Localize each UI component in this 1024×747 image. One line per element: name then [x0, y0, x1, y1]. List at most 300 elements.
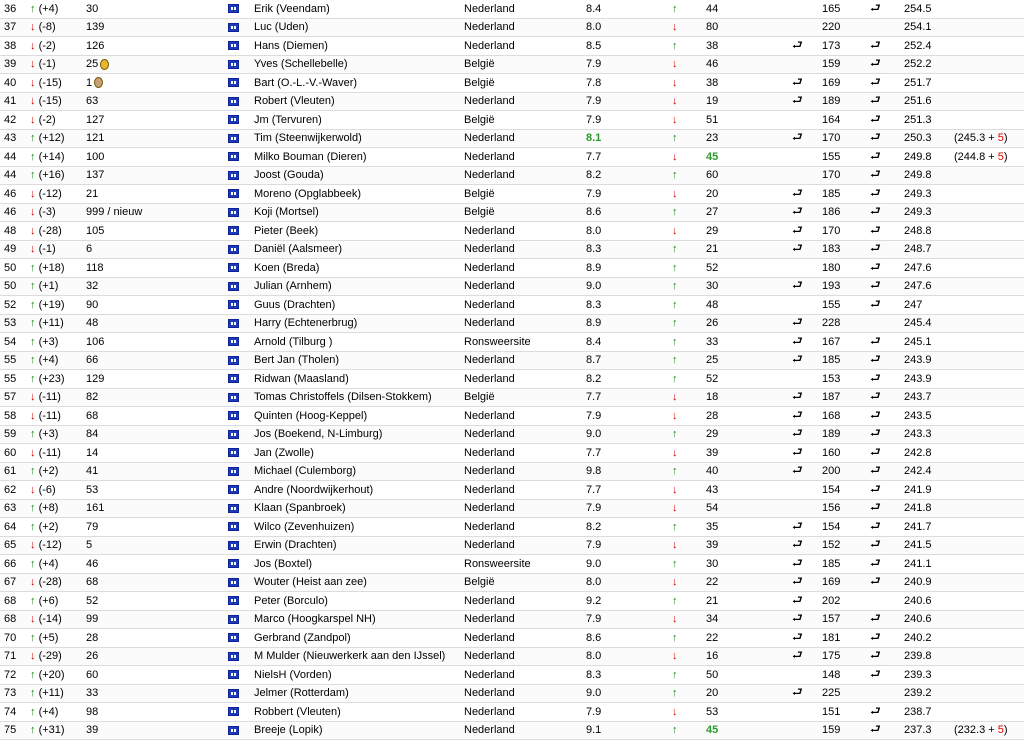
return-arrow-icon: ⮐	[870, 611, 881, 626]
return-cell-2	[870, 55, 904, 74]
country-cell: Nederland	[464, 166, 586, 185]
country-cell: Nederland	[464, 518, 586, 537]
player-icon-cell	[228, 296, 254, 315]
change-cell: ↓ (-11)	[30, 388, 86, 407]
score-direction-cell	[672, 425, 706, 444]
score-cell: 8.2	[586, 370, 672, 389]
score-cell: 8.3	[586, 240, 672, 259]
return-arrow-icon: ⮐	[870, 204, 881, 219]
arrow-down-icon: ↓	[672, 113, 678, 126]
rank-cell: 55	[0, 351, 30, 370]
extra-cell	[954, 407, 1024, 426]
table-row	[0, 573, 1024, 592]
player-name[interactable]: Milko Bouman (Dieren)	[254, 148, 464, 167]
player-icon[interactable]	[228, 171, 239, 180]
player-name[interactable]: Robert (Vleuten)	[254, 92, 464, 111]
previous-rank-cell: 98	[86, 703, 228, 722]
score-direction-cell	[672, 684, 706, 703]
return-arrow-icon: ⮐	[792, 204, 803, 219]
return-cell	[792, 55, 822, 74]
player-name[interactable]: Koji (Mortsel)	[254, 203, 464, 222]
table-row	[0, 721, 1024, 740]
points-cell: 53	[706, 703, 792, 722]
player-icon[interactable]	[228, 393, 239, 402]
rank-cell: 61	[0, 462, 30, 481]
player-name[interactable]: Robbert (Vleuten)	[254, 703, 464, 722]
arrow-down-icon: ↓	[672, 187, 678, 200]
country-cell: België	[464, 111, 586, 130]
player-icon[interactable]	[228, 245, 239, 254]
score-cell: 7.9	[586, 703, 672, 722]
table-row	[0, 518, 1024, 537]
player-icon[interactable]	[228, 78, 239, 87]
table-row	[0, 629, 1024, 648]
points-cell: 30	[706, 555, 792, 574]
player-name[interactable]: Gerbrand (Zandpol)	[254, 629, 464, 648]
player-name[interactable]: Harry (Echtenerbrug)	[254, 314, 464, 333]
player-name[interactable]: Jos (Boxtel)	[254, 555, 464, 574]
score-cell: 8.2	[586, 518, 672, 537]
player-name[interactable]: Bart (O.-L.-V.-Waver)	[254, 74, 464, 93]
score-direction-cell	[672, 629, 706, 648]
arrow-down-icon: ↓	[672, 502, 678, 515]
change-cell: ↑ (+4)	[30, 0, 86, 18]
return-arrow-icon: ⮐	[870, 500, 881, 515]
player-icon[interactable]	[228, 115, 239, 124]
player-name[interactable]: Luc (Uden)	[254, 18, 464, 37]
change-cell: ↓ (-2)	[30, 37, 86, 56]
return-cell-2	[870, 222, 904, 241]
player-icon[interactable]	[228, 689, 239, 698]
player-name[interactable]: Peter (Borculo)	[254, 592, 464, 611]
total-cell: 250.3	[904, 129, 954, 148]
change-cell: ↓ (-1)	[30, 55, 86, 74]
return-cell	[792, 388, 822, 407]
return-arrow-icon: ⮐	[792, 352, 803, 367]
arrow-down-icon: ↓	[672, 391, 678, 404]
score-direction-cell	[672, 111, 706, 130]
player-icon[interactable]	[228, 578, 239, 587]
change-cell: ↑ (+2)	[30, 518, 86, 537]
player-icon[interactable]	[228, 633, 239, 642]
player-name[interactable]: Guus (Drachten)	[254, 296, 464, 315]
previous-rank-cell: 127	[86, 111, 228, 130]
rank-cell: 68	[0, 610, 30, 629]
player-name[interactable]: Tomas Christoffels (Dilsen-Stokkem)	[254, 388, 464, 407]
player-icon-cell	[228, 703, 254, 722]
table-row	[0, 166, 1024, 185]
player-name[interactable]: Klaan (Spanbroek)	[254, 499, 464, 518]
country-cell: Nederland	[464, 314, 586, 333]
player-name[interactable]: Breeje (Lopik)	[254, 721, 464, 740]
player-name[interactable]: Jos (Boekend, N-Limburg)	[254, 425, 464, 444]
extra-cell	[954, 296, 1024, 315]
arrow-up-icon: ↑	[672, 132, 678, 145]
return-arrow-icon: ⮐	[870, 518, 881, 533]
previous-rank-cell: 63	[86, 92, 228, 111]
arrow-up-icon: ↑	[672, 335, 678, 348]
player-icon-cell	[228, 277, 254, 296]
player-name[interactable]: Pieter (Beek)	[254, 222, 464, 241]
change-cell: ↑ (+12)	[30, 129, 86, 148]
points-cell: 52	[706, 370, 792, 389]
arrow-up-icon: ↑	[30, 428, 36, 441]
return-cell	[792, 703, 822, 722]
player-name[interactable]: Hans (Diemen)	[254, 37, 464, 56]
return-arrow-icon: ⮐	[792, 315, 803, 330]
previous-rank-cell: 99	[86, 610, 228, 629]
total-cell: 248.7	[904, 240, 954, 259]
total-cell: 240.6	[904, 610, 954, 629]
player-icon[interactable]	[228, 208, 239, 217]
return-cell-2	[870, 721, 904, 740]
rank-cell: 71	[0, 647, 30, 666]
player-icon-cell	[228, 129, 254, 148]
player-name[interactable]: Jelmer (Rotterdam)	[254, 684, 464, 703]
table-row	[0, 222, 1024, 241]
player-icon[interactable]	[228, 60, 239, 69]
score-direction-cell	[672, 499, 706, 518]
value-cell: 185	[822, 555, 870, 574]
country-cell: Nederland	[464, 666, 586, 685]
total-cell: 248.8	[904, 222, 954, 241]
player-icon-cell	[228, 148, 254, 167]
player-icon[interactable]	[228, 97, 239, 106]
player-name[interactable]: Jan (Zwolle)	[254, 444, 464, 463]
change-cell: ↑ (+3)	[30, 425, 86, 444]
player-name[interactable]: Joost (Gouda)	[254, 166, 464, 185]
player-icon[interactable]	[228, 596, 239, 605]
score-direction-cell	[672, 129, 706, 148]
score-direction-cell	[672, 277, 706, 296]
player-icon[interactable]	[228, 300, 239, 309]
player-icon[interactable]	[228, 263, 239, 272]
player-icon-cell	[228, 203, 254, 222]
player-icon[interactable]	[228, 23, 239, 32]
value-cell: 220	[822, 18, 870, 37]
return-arrow-icon: ⮐	[792, 685, 803, 700]
arrow-down-icon: ↓	[30, 613, 36, 626]
arrow-down-icon: ↓	[672, 95, 678, 108]
rank-cell: 41	[0, 92, 30, 111]
rank-cell: 72	[0, 666, 30, 685]
player-icon[interactable]	[228, 374, 239, 383]
return-arrow-icon: ⮐	[870, 222, 881, 237]
country-cell: Nederland	[464, 425, 586, 444]
player-icon-cell	[228, 444, 254, 463]
return-cell-2	[870, 703, 904, 722]
player-name[interactable]: Erwin (Drachten)	[254, 536, 464, 555]
score-cell: 8.4	[586, 333, 672, 352]
rank-cell: 43	[0, 129, 30, 148]
extra-cell	[954, 610, 1024, 629]
player-icon[interactable]	[228, 226, 239, 235]
player-icon[interactable]	[228, 485, 239, 494]
score-cell: 8.0	[586, 222, 672, 241]
score-cell: 9.2	[586, 592, 672, 611]
player-icon[interactable]	[228, 319, 239, 328]
table-row	[0, 407, 1024, 426]
return-arrow-icon: ⮐	[792, 629, 803, 644]
previous-rank-cell: 68	[86, 407, 228, 426]
player-name[interactable]: Koen (Breda)	[254, 259, 464, 278]
arrow-up-icon: ↑	[30, 520, 36, 533]
table-row	[0, 481, 1024, 500]
player-name[interactable]: NielsH (Vorden)	[254, 666, 464, 685]
player-icon-cell	[228, 425, 254, 444]
return-arrow-icon: ⮐	[870, 130, 881, 145]
change-cell: ↓ (-15)	[30, 74, 86, 93]
rank-cell: 74	[0, 703, 30, 722]
previous-rank-cell: 66	[86, 351, 228, 370]
value-cell: 183	[822, 240, 870, 259]
player-name[interactable]: M Mulder (Nieuwerkerk aan den IJssel)	[254, 647, 464, 666]
previous-rank-cell: 139	[86, 18, 228, 37]
return-arrow-icon: ⮐	[870, 296, 881, 311]
change-cell: ↑ (+20)	[30, 666, 86, 685]
player-name[interactable]: Ridwan (Maasland)	[254, 370, 464, 389]
player-icon[interactable]	[228, 541, 239, 550]
table-row	[0, 314, 1024, 333]
extra-cell	[954, 629, 1024, 648]
return-cell	[792, 721, 822, 740]
return-arrow-icon: ⮐	[870, 111, 881, 126]
player-icon-cell	[228, 592, 254, 611]
previous-rank-cell: 106	[86, 333, 228, 352]
player-icon-cell	[228, 462, 254, 481]
return-arrow-icon: ⮐	[792, 241, 803, 256]
value-cell: 181	[822, 629, 870, 648]
table-row	[0, 333, 1024, 352]
rank-cell: 70	[0, 629, 30, 648]
player-name[interactable]: Daniël (Aalsmeer)	[254, 240, 464, 259]
score-cell: 7.7	[586, 444, 672, 463]
return-arrow-icon: ⮐	[870, 185, 881, 200]
country-cell: Nederland	[464, 536, 586, 555]
return-cell	[792, 536, 822, 555]
rank-cell: 64	[0, 518, 30, 537]
return-cell-2	[870, 388, 904, 407]
rank-cell: 67	[0, 573, 30, 592]
player-icon[interactable]	[228, 670, 239, 679]
total-cell: 237.3	[904, 721, 954, 740]
player-name[interactable]: Wilco (Zevenhuizen)	[254, 518, 464, 537]
rank-cell: 63	[0, 499, 30, 518]
player-icon[interactable]	[228, 652, 239, 661]
return-arrow-icon: ⮐	[870, 444, 881, 459]
change-cell: ↑ (+18)	[30, 259, 86, 278]
return-cell	[792, 629, 822, 648]
return-arrow-icon: ⮐	[792, 74, 803, 89]
return-arrow-icon: ⮐	[870, 0, 881, 15]
value-cell: 170	[822, 129, 870, 148]
previous-rank-cell: 30	[86, 0, 228, 18]
return-cell-2	[870, 481, 904, 500]
arrow-down-icon: ↓	[672, 21, 678, 34]
return-cell	[792, 518, 822, 537]
player-icon[interactable]	[228, 430, 239, 439]
player-icon[interactable]	[228, 559, 239, 568]
return-cell	[792, 444, 822, 463]
extra-cell	[954, 481, 1024, 500]
score-cell: 8.0	[586, 573, 672, 592]
change-cell: ↑ (+1)	[30, 277, 86, 296]
country-cell: Nederland	[464, 240, 586, 259]
country-cell: Nederland	[464, 0, 586, 18]
total-cell: 242.4	[904, 462, 954, 481]
player-name[interactable]: Quinten (Hoog-Keppel)	[254, 407, 464, 426]
return-arrow-icon: ⮐	[870, 555, 881, 570]
points-cell: 39	[706, 444, 792, 463]
score-cell: 7.7	[586, 148, 672, 167]
player-icon[interactable]	[228, 467, 239, 476]
change-cell: ↓ (-3)	[30, 203, 86, 222]
previous-rank-cell: 1	[86, 74, 228, 93]
player-icon[interactable]	[228, 152, 239, 161]
player-name[interactable]: Erik (Veendam)	[254, 0, 464, 18]
arrow-down-icon: ↓	[30, 76, 36, 89]
rank-cell: 55	[0, 370, 30, 389]
player-icon[interactable]	[228, 337, 239, 346]
player-icon-cell	[228, 481, 254, 500]
extra-cell	[954, 425, 1024, 444]
points-cell: 34	[706, 610, 792, 629]
player-icon[interactable]	[228, 134, 239, 143]
previous-rank-cell: 79	[86, 518, 228, 537]
arrow-up-icon: ↑	[672, 298, 678, 311]
player-name[interactable]: Michael (Culemborg)	[254, 462, 464, 481]
return-cell-2	[870, 462, 904, 481]
return-cell-2	[870, 425, 904, 444]
player-icon-cell	[228, 518, 254, 537]
total-cell: 251.6	[904, 92, 954, 111]
previous-rank-cell: 68	[86, 573, 228, 592]
player-icon[interactable]	[228, 448, 239, 457]
arrow-up-icon: ↑	[30, 261, 36, 274]
points-cell: 38	[706, 37, 792, 56]
country-cell: Nederland	[464, 610, 586, 629]
total-cell: 242.8	[904, 444, 954, 463]
previous-rank-cell: 121	[86, 129, 228, 148]
player-name[interactable]: Moreno (Opglabbeek)	[254, 185, 464, 204]
change-cell: ↓ (-11)	[30, 444, 86, 463]
previous-rank-cell: 105	[86, 222, 228, 241]
player-icon[interactable]	[228, 707, 239, 716]
return-arrow-icon: ⮐	[870, 463, 881, 478]
total-cell: 249.8	[904, 148, 954, 167]
return-arrow-icon: ⮐	[870, 333, 881, 348]
value-cell: 228	[822, 314, 870, 333]
score-cell: 7.9	[586, 610, 672, 629]
table-row	[0, 444, 1024, 463]
player-name[interactable]: Andre (Noordwijkerhout)	[254, 481, 464, 500]
player-name[interactable]: Arnold (Tilburg )	[254, 333, 464, 352]
player-icon[interactable]	[228, 189, 239, 198]
return-arrow-icon: ⮐	[792, 537, 803, 552]
total-cell: 254.5	[904, 0, 954, 18]
extra-cell	[954, 592, 1024, 611]
player-icon[interactable]	[228, 41, 239, 50]
score-cell: 8.0	[586, 18, 672, 37]
value-cell: 152	[822, 536, 870, 555]
value-cell: 187	[822, 388, 870, 407]
player-name[interactable]: Julian (Arnhem)	[254, 277, 464, 296]
player-icon[interactable]	[228, 615, 239, 624]
score-direction-cell	[672, 240, 706, 259]
change-cell: ↑ (+5)	[30, 629, 86, 648]
arrow-down-icon: ↓	[30, 113, 36, 126]
player-icon[interactable]	[228, 356, 239, 365]
extra-cell	[954, 444, 1024, 463]
player-icon[interactable]	[228, 4, 239, 13]
score-direction-cell	[672, 647, 706, 666]
player-name[interactable]: Jm (Tervuren)	[254, 111, 464, 130]
player-name[interactable]: Yves (Schellebelle)	[254, 55, 464, 74]
return-arrow-icon: ⮐	[870, 352, 881, 367]
country-cell: Nederland	[464, 592, 586, 611]
return-arrow-icon: ⮐	[792, 518, 803, 533]
country-cell: Nederland	[464, 481, 586, 500]
score-cell: 8.7	[586, 351, 672, 370]
score-direction-cell	[672, 518, 706, 537]
arrow-up-icon: ↑	[672, 668, 678, 681]
return-cell	[792, 481, 822, 500]
change-cell: ↓ (-12)	[30, 536, 86, 555]
points-cell: 16	[706, 647, 792, 666]
change-cell: ↑ (+11)	[30, 314, 86, 333]
return-cell-2	[870, 240, 904, 259]
value-cell: 173	[822, 37, 870, 56]
score-direction-cell	[672, 203, 706, 222]
total-cell: 240.9	[904, 573, 954, 592]
player-icon-cell	[228, 259, 254, 278]
change-cell: ↑ (+6)	[30, 592, 86, 611]
return-cell	[792, 462, 822, 481]
player-name[interactable]: Marco (Hoogkarspel NH)	[254, 610, 464, 629]
table-row	[0, 277, 1024, 296]
return-arrow-icon: ⮐	[870, 241, 881, 256]
change-cell: ↓ (-29)	[30, 647, 86, 666]
extra-cell	[954, 222, 1024, 241]
return-cell	[792, 129, 822, 148]
arrow-up-icon: ↑	[30, 150, 36, 163]
return-cell	[792, 92, 822, 111]
player-icon[interactable]	[228, 726, 239, 735]
arrow-down-icon: ↓	[30, 206, 36, 219]
points-cell: 38	[706, 74, 792, 93]
medal-icon	[94, 77, 103, 88]
player-icon[interactable]	[228, 504, 239, 513]
points-cell: 20	[706, 185, 792, 204]
player-icon[interactable]	[228, 282, 239, 291]
total-cell: 238.7	[904, 703, 954, 722]
return-arrow-icon: ⮐	[870, 259, 881, 274]
arrow-up-icon: ↑	[672, 39, 678, 52]
player-name[interactable]: Bert Jan (Tholen)	[254, 351, 464, 370]
rank-cell: 44	[0, 166, 30, 185]
player-icon[interactable]	[228, 411, 239, 420]
extra-cell	[954, 37, 1024, 56]
arrow-up-icon: ↑	[672, 206, 678, 219]
change-cell: ↓ (-12)	[30, 185, 86, 204]
player-name[interactable]: Tim (Steenwijkerwold)	[254, 129, 464, 148]
country-cell: Nederland	[464, 92, 586, 111]
previous-rank-cell: 14	[86, 444, 228, 463]
player-icon[interactable]	[228, 522, 239, 531]
score-direction-cell	[672, 0, 706, 18]
player-name[interactable]: Wouter (Heist aan zee)	[254, 573, 464, 592]
return-cell-2	[870, 203, 904, 222]
